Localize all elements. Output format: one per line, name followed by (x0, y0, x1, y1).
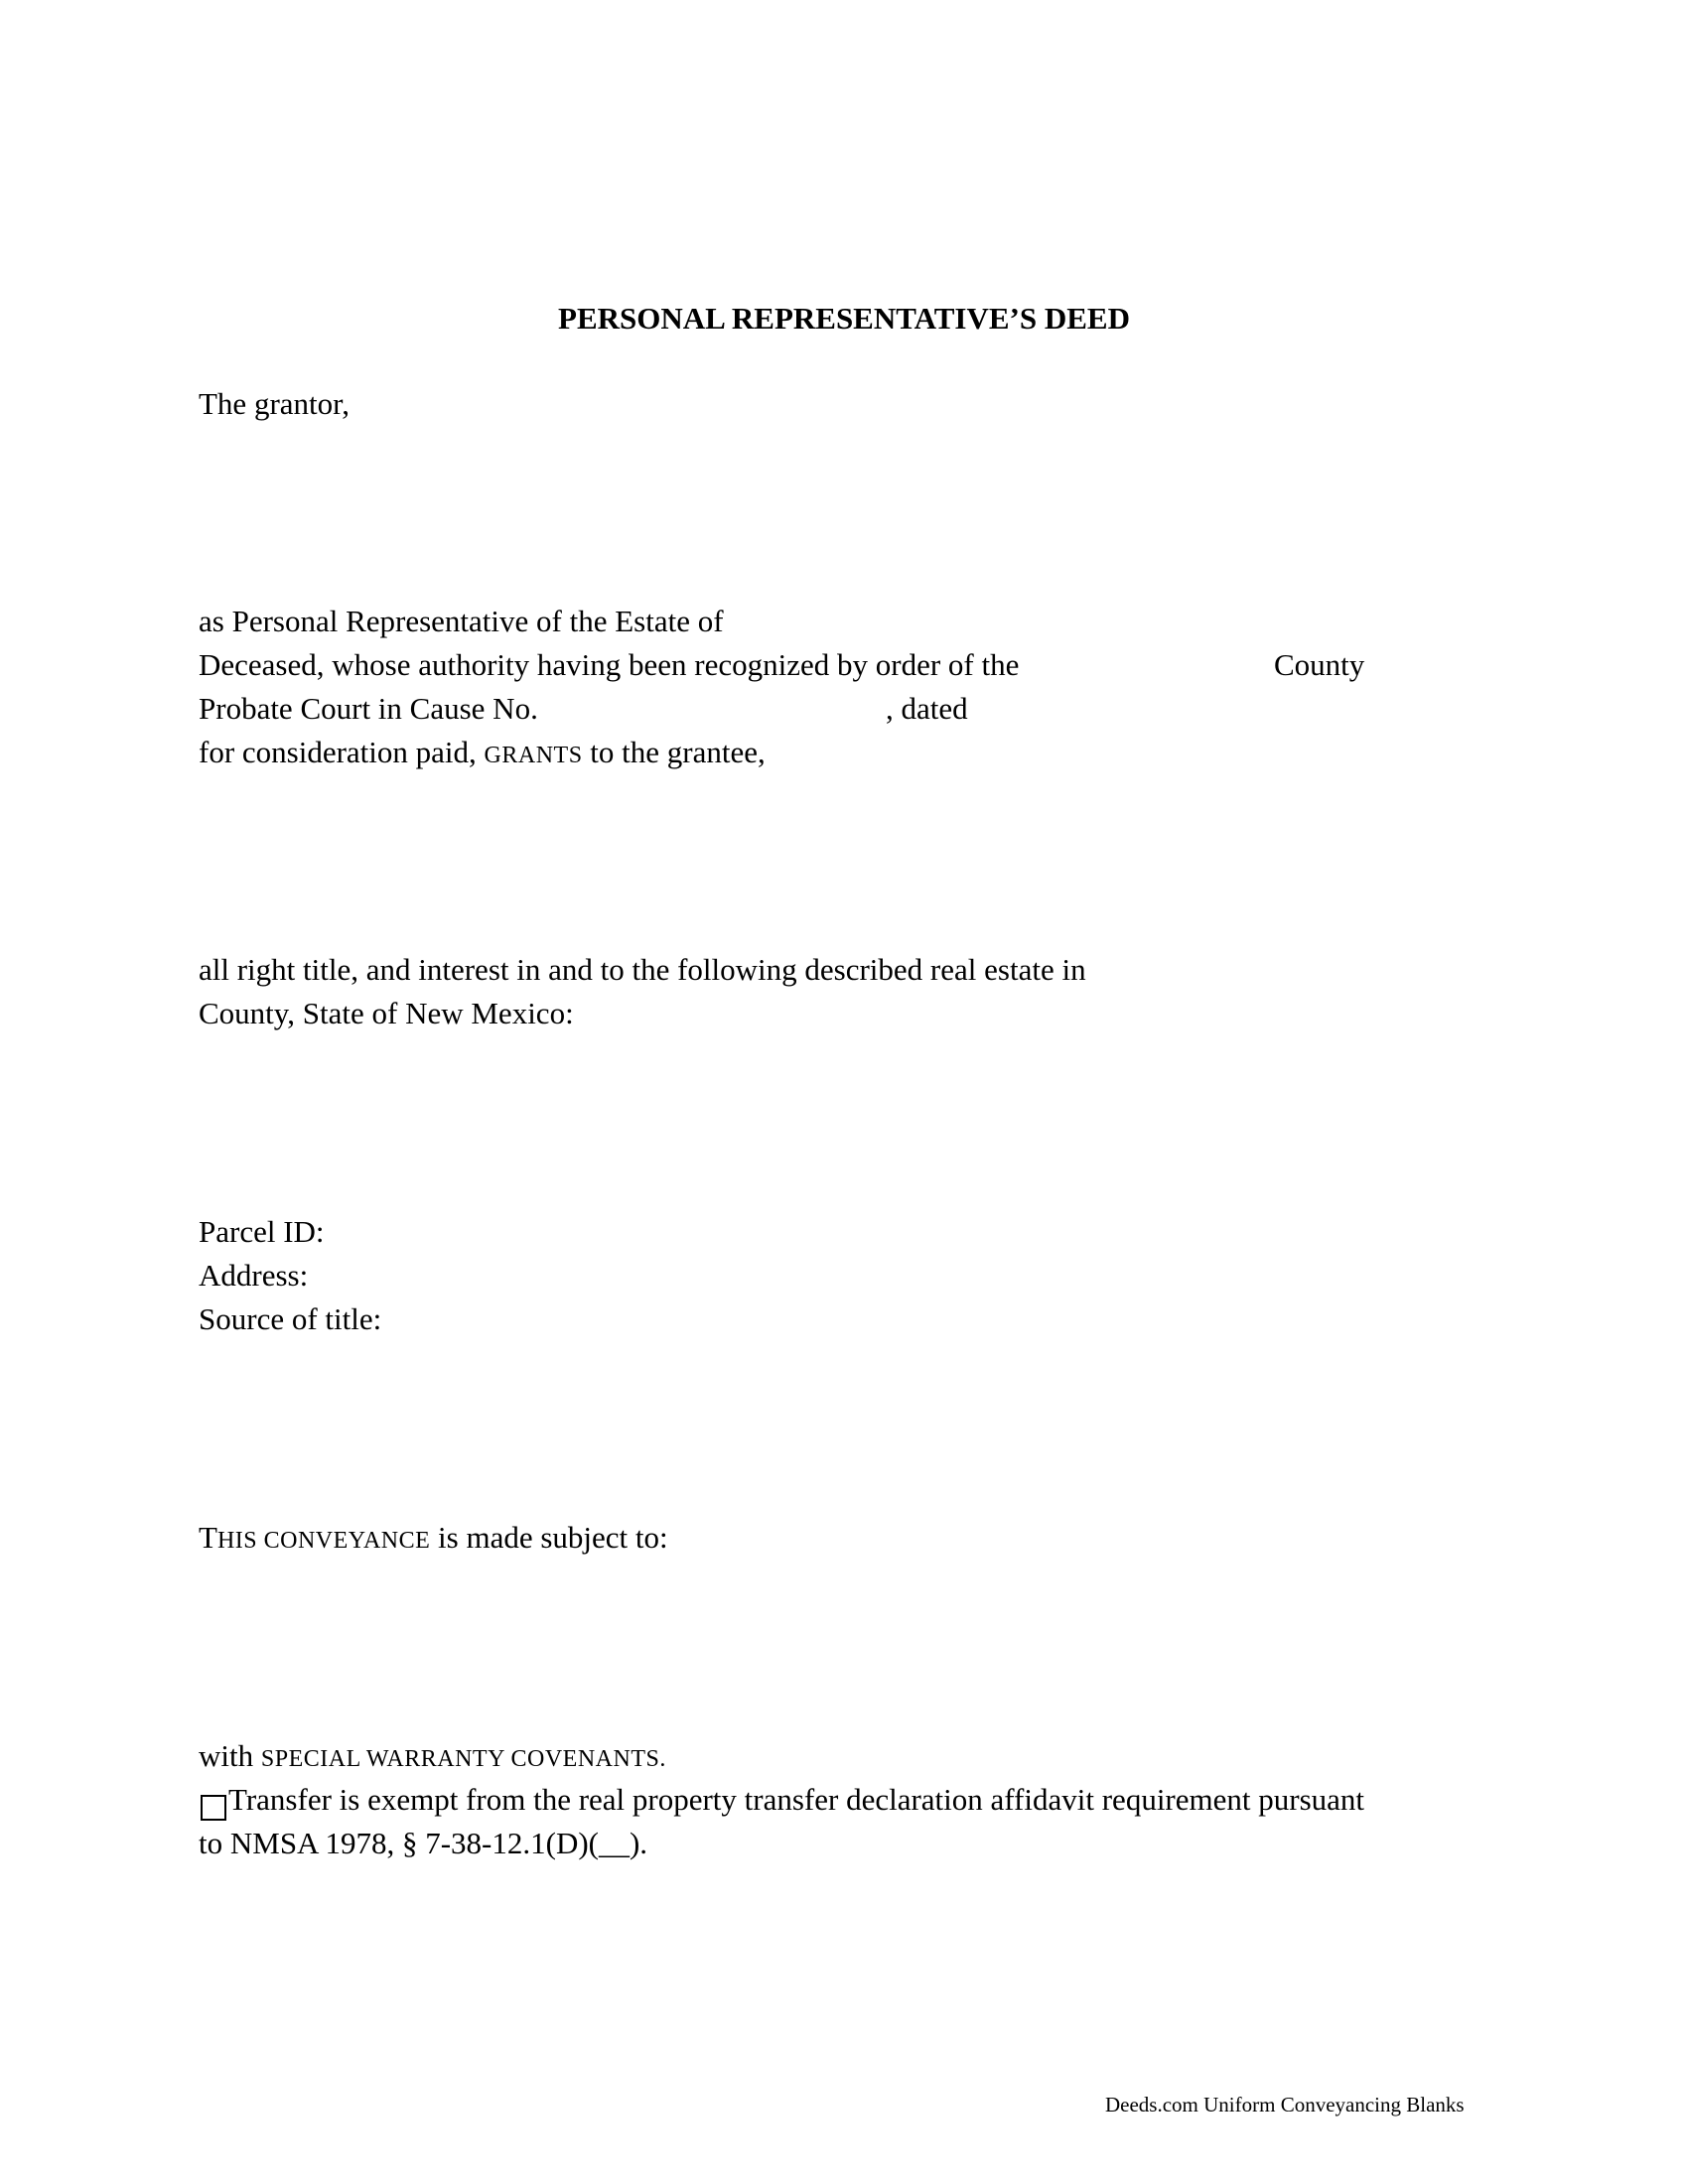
conveyance-smallcaps: HIS CONVEYANCE (216, 1528, 431, 1554)
conveyance-post: is made subject to: (438, 1520, 668, 1555)
grants-word: GRANTS (484, 743, 583, 768)
parcel-id-label: Parcel ID: (199, 1214, 325, 1249)
conveyance-initial: T (199, 1520, 217, 1555)
conveyance-line (199, 1519, 668, 1560)
consideration-pre: for consideration paid, (199, 735, 477, 769)
exempt-line-1: Transfer is exempt from the real property transfer declaration affidavit requirement pursuant (228, 1782, 1365, 1817)
document-title: PERSONAL REPRESENTATIVE’S DEED (558, 301, 1130, 336)
deceased-line: Deceased, whose authority having been recognized by order of the (199, 647, 1020, 682)
footer-text: Deeds.com Uniform Conveyancing Blanks (1105, 2093, 1465, 2116)
estate-line: as Personal Representative of the Estate of (199, 604, 724, 638)
warranty-with: with (199, 1738, 254, 1773)
address-label: Address: (199, 1258, 309, 1293)
interest-line: all right title, and interest in and to the following described real estate in (199, 952, 1086, 987)
dated-word: , dated (886, 691, 968, 726)
exempt-line-2: to NMSA 1978, § 7-38-12.1(D)(__). (199, 1826, 648, 1860)
probate-line: Probate Court in Cause No. (199, 691, 538, 726)
county-word: County (1274, 647, 1365, 682)
exempt-checkbox[interactable] (201, 1795, 226, 1821)
source-of-title-label: Source of title: (199, 1301, 382, 1336)
consideration-line (199, 734, 766, 774)
consideration-post: to the grantee, (590, 735, 766, 769)
grantor-label: The grantor, (199, 386, 350, 421)
warranty-line (199, 1737, 666, 1778)
warranty-covenants: SPECIAL WARRANTY COVENANTS. (260, 1746, 666, 1772)
county-state-line: County, State of New Mexico: (199, 996, 574, 1030)
